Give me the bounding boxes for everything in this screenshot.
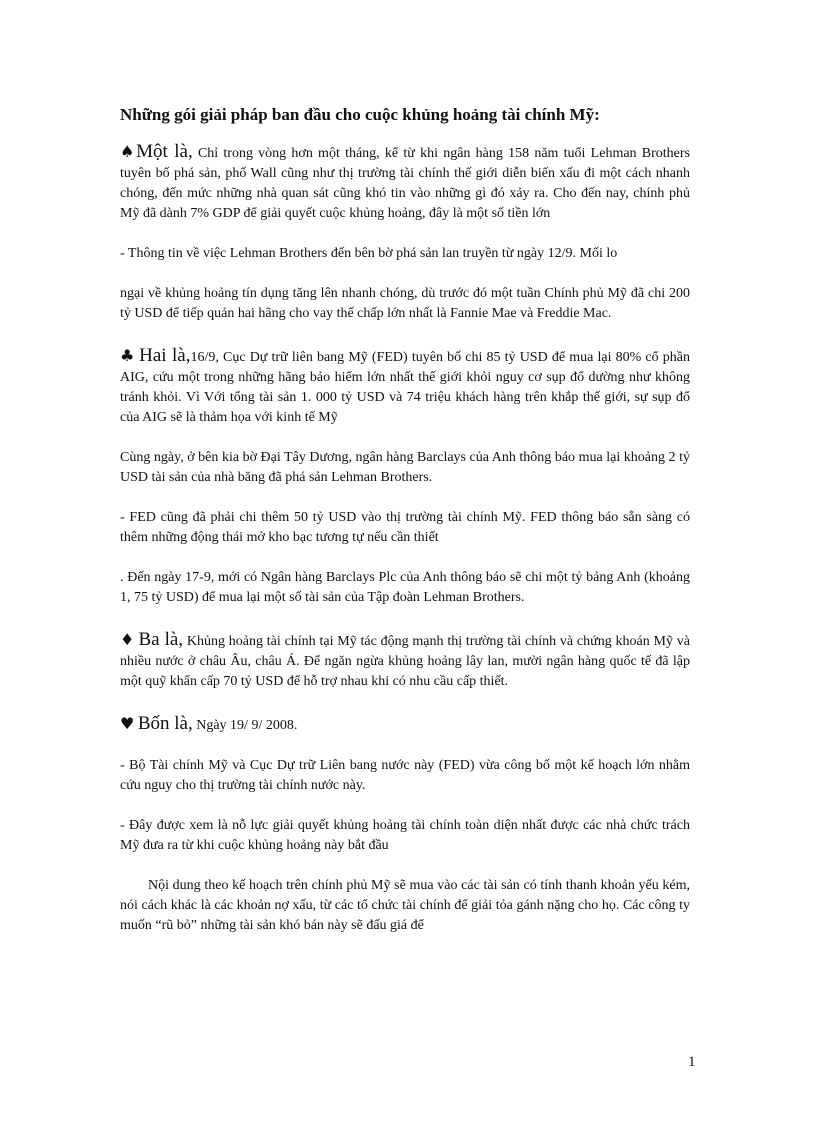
section-three <box>120 630 690 692</box>
page-number: 1 <box>688 1054 696 1070</box>
section-four-lead: Bốn là, <box>137 713 193 734</box>
section-one <box>120 142 690 224</box>
paragraph-fed-50: - FED cũng đã phải chi thêm 50 tỷ USD vào thị trường tài chính Mỹ. FED thông báo sẵn sàng có thêm những động thái mở kho bạc tương tự nếu cần thiết <box>120 510 690 545</box>
document-title: Những gói giải pháp ban đầu cho cuộc khủng hoảng tài chính Mỹ: <box>120 105 600 124</box>
diamond-icon: ♦ <box>120 630 135 649</box>
paragraph-treasury-plan: - Bộ Tài chính Mỹ và Cục Dự trữ Liên bang nước này (FED) vừa công bố một kế hoạch lớn nhằm cứu nguy cho thị trường tài chính nước này. <box>120 758 690 793</box>
club-icon: ♣ <box>120 346 135 365</box>
paragraph-plan-content: Nội dung theo kế hoạch trên chính phủ Mỹ sẽ mua vào các tài sản có tính thanh khoản yếu kém, nói cách khác là các khoản nợ xấu, từ các tổ chức tài chính để giải tỏa gánh nặng cho họ. Các công ty muốn “rũ bỏ” những tài sản khó bán này sẽ đấu giá để <box>120 878 690 933</box>
section-three-text: Khủng hoảng tài chính tại Mỹ tác động mạnh thị trường tài chính và chứng khoán Mỹ và nhiều nước ở châu Âu, châu Á. Để ngăn ngừa khủng hoảng lây lan, mười ngân hàng quốc tế đã lập một quỹ khẩn cấp 70 tỷ USD để hỗ trợ nhau khi có nhu cầu cấp thiết. <box>120 634 690 689</box>
section-three-lead: Ba là, <box>138 629 184 650</box>
section-one-lead: Một là, <box>136 141 193 162</box>
paragraph-credit-fears: ngại về khủng hoảng tín dụng tăng lên nhanh chóng, dù trước đó một tuần Chính phủ Mỹ đã chi 200 tỷ USD để tiếp quản hai hãng cho vay thế chấp lớn nhất là Fannie Mae và Freddie Mac. <box>120 286 690 321</box>
document-body <box>120 104 690 936</box>
section-four <box>120 714 690 736</box>
paragraph-lehman-news: - Thông tin về việc Lehman Brothers đến bên bờ phá sản lan truyền từ ngày 12/9. Mối lo <box>120 246 618 261</box>
section-four-text: Ngày 19/ 9/ 2008. <box>192 718 298 733</box>
spade-icon: ♠ <box>120 142 137 161</box>
section-two-text: 16/9, Cục Dự trữ liên bang Mỹ (FED) tuyên bố chi 85 tỷ USD để mua lại 80% cổ phần AIG, cứu một trong những hãng bảo hiểm lớn nhất thế giới khỏi nguy cơ sụp đổ dường như không tránh khỏi. Vì Với tổng tài sản 1. 000 tỷ USD và 74 triệu khách hàng trên khắp thế giới, sự sụp đổ của AIG sẽ là thảm họa với kinh tế Mỹ <box>120 350 690 425</box>
paragraph-barclays: Cùng ngày, ở bên kia bờ Đại Tây Dương, ngân hàng Barclays của Anh thông báo mua lại khoảng 2 tỷ USD tài sản của nhà băng đã phá sản Lehman Brothers. <box>120 450 690 485</box>
paragraph-comprehensive-effort: - Đây được xem là nỗ lực giải quyết khủng hoảng tài chính toàn diện nhất được các nhà chức trách Mỹ đưa ra từ khi cuộc khủng hoảng này bắt đầu <box>120 818 690 853</box>
section-two <box>120 346 690 428</box>
section-one-text: Chỉ trong vòng hơn một tháng, kể từ khi ngân hàng 158 năm tuổi Lehman Brothers tuyên bố phá sản, phố Wall cũng như thị trường tài chính thế giới diễn biến xấu đi một cách nhanh chóng, đến mức những nhà quan sát cũng khó tin vào những gì đó xảy ra. Cho đến nay, chính phủ Mỹ đã dành 7% GDP để giải quyết cuộc khủng hoảng, đây là một số tiền lớn <box>120 146 690 221</box>
heart-icon: ♥ <box>120 714 135 733</box>
section-two-lead: Hai là, <box>139 345 191 366</box>
paragraph-barclays-plc: . Đến ngày 17-9, mới có Ngân hàng Barclays Plc của Anh thông báo sẽ chi một tỷ bảng Anh (khoảng 1, 75 tỷ USD) để mua lại một số tài sản của Tập đoàn Lehman Brothers. <box>120 570 690 605</box>
